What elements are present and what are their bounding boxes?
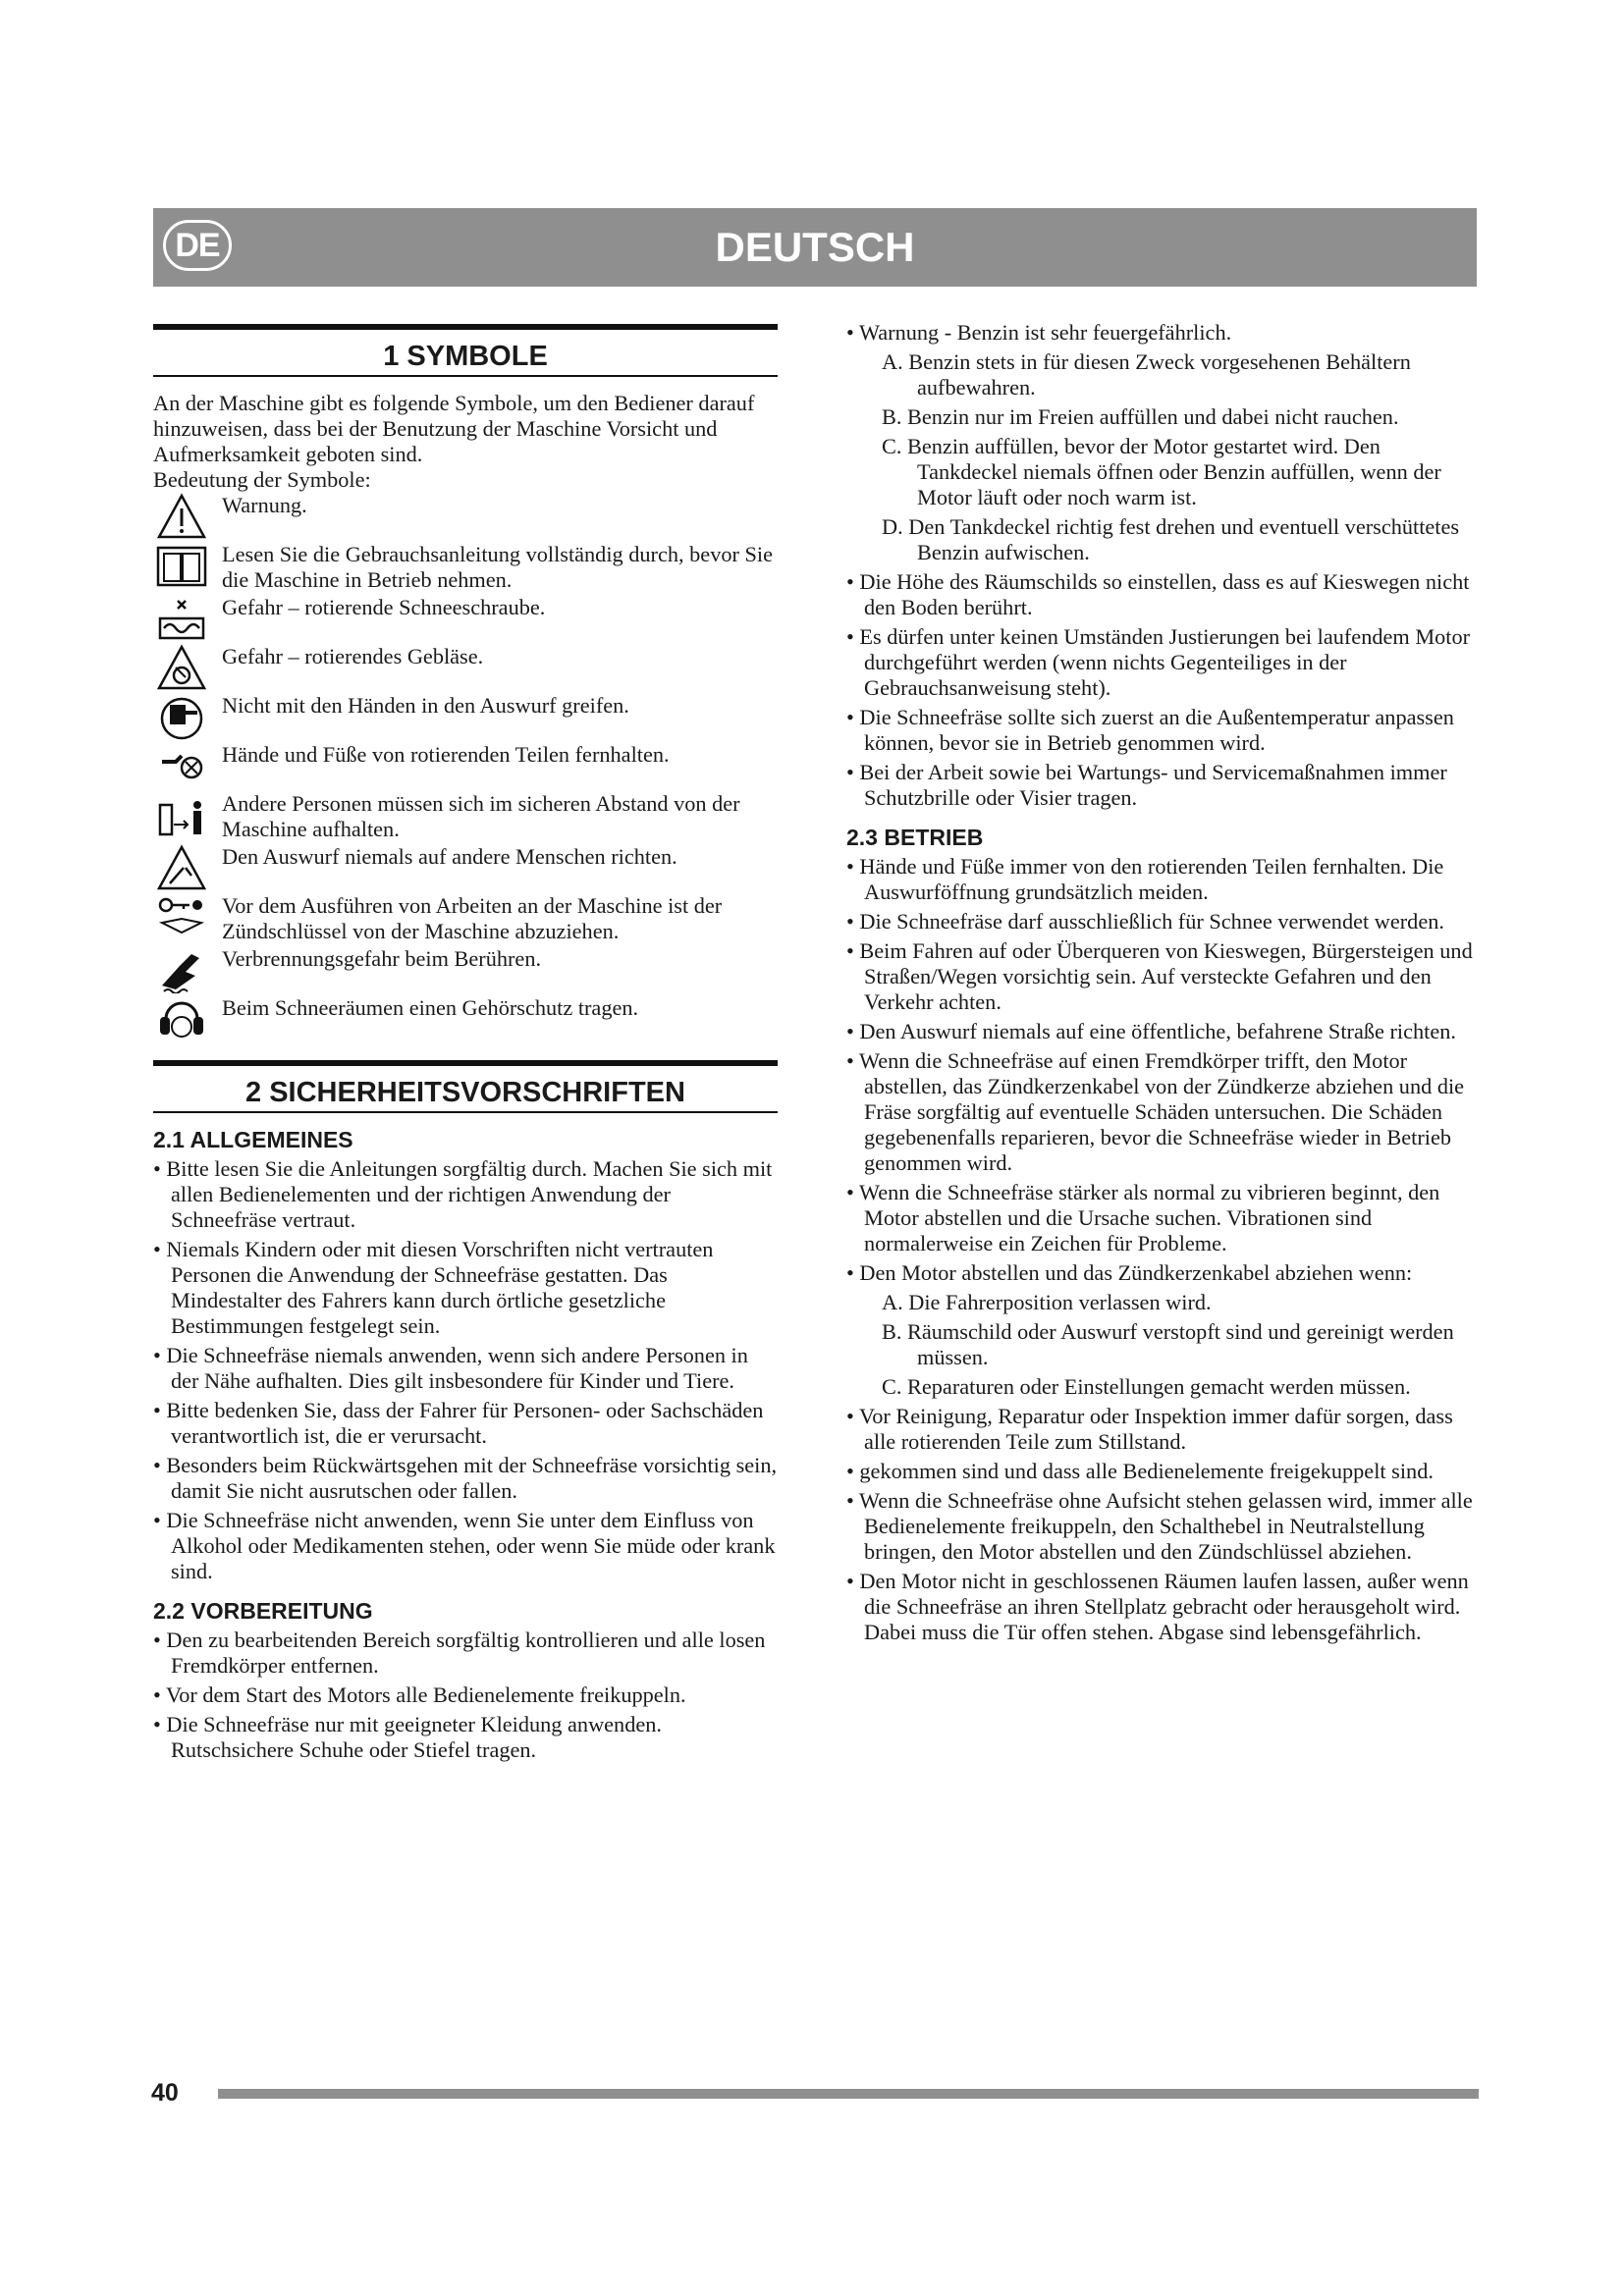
discharge-people-icon	[153, 844, 222, 891]
symbol-list	[153, 493, 778, 1042]
symbol-row	[153, 493, 778, 540]
symbol-text: Den Auswurf niemals auf andere Menschen richten.	[222, 844, 677, 869]
fuel-warning: Warnung - Benzin ist sehr feuergefährlich.	[858, 320, 1232, 345]
general-rules-list	[153, 1156, 778, 1584]
symbols-intro: An der Maschine gibt es folgende Symbole, um den Bediener darauf hinzuweisen, dass bei der Benutzung der Maschine Vorsicht und Aufmerksamkeit geboten sind.	[153, 391, 755, 466]
subsection-heading-operation: 2.3 BETRIEB	[846, 825, 984, 850]
sub-list-item: B. Räumschild oder Auswurf verstopft sind und gereinigt werden müssen.	[882, 1319, 1454, 1369]
sub-list-item: A. Die Fahrerposition verlassen wird.	[882, 1290, 1212, 1314]
list-item: • Bei der Arbeit sowie bei Wartungs- und Servicemaßnahmen immer Schutzbrille oder Visier tragen.	[846, 760, 1475, 811]
symbol-row	[153, 742, 778, 789]
language-banner	[153, 208, 1477, 287]
list-item: • Wenn die Schneefräse ohne Aufsicht stehen gelassen wird, immer alle Bedienelemente freikuppeln, den Schalthebel in Neutralstellung bringen, den Motor abstellen und den Zündschlüssel abziehen.	[846, 1488, 1475, 1565]
symbol-row	[153, 946, 778, 993]
rotating-impeller-icon	[153, 644, 222, 691]
symbol-text: Vor dem Ausführen von Arbeiten an der Maschine ist der Zündschlüssel von der Maschine abzuziehen.	[222, 893, 723, 943]
symbol-row	[153, 995, 778, 1042]
symbol-row	[153, 595, 778, 642]
symbol-text: Andere Personen müssen sich im sicheren Abstand von der Maschine aufhalten.	[222, 791, 740, 841]
list-item: • Den Motor nicht in geschlossenen Räumen laufen lassen, außer wenn die Schneefräse an ihren Stellplatz gebracht oder herausgeholt wird. Dabei muss die Tür offen stehen. Abgase sind lebensgefährlich.	[846, 1569, 1475, 1645]
list-item: • Die Schneefräse niemals anwenden, wenn sich andere Personen in der Nähe aufhalten. Dies gilt insbesondere für Kinder und Tiere.	[153, 1343, 778, 1394]
preparation-rules-list	[153, 1628, 778, 1763]
list-item: • Die Höhe des Räumschilds so einstellen, dass es auf Kieswegen nicht den Boden berührt.	[846, 569, 1475, 620]
symbol-text: Gefahr – rotierende Schneeschraube.	[222, 595, 546, 619]
list-item: • Es dürfen unter keinen Umständen Justierungen bei laufendem Motor durchgeführt werden (wenn nichts Gegenteiliges in der Gebrauchsanweisung steht).	[846, 624, 1475, 701]
subsection-heading-general: 2.1 ALLGEMEINES	[153, 1127, 353, 1152]
stop-engine-intro: Den Motor abstellen und das Zündkerzenkabel abziehen wenn:	[859, 1260, 1413, 1285]
list-item: • Vor Reinigung, Reparatur oder Inspektion immer dafür sorgen, dass alle rotierenden Teile zum Stillstand.	[846, 1404, 1475, 1455]
list-item: • Wenn die Schneefräse auf einen Fremdkörper trifft, den Motor abstellen, das Zündkerzenkabel von der Zündkerze abziehen und die Fräse sorgfältig auf eventuelle Schäden untersuchen. Die Schäden gegebenenfalls reparieren, bevor die Schneefräse wieder in Betrieb genommen wird.	[846, 1048, 1475, 1176]
warning-triangle-icon	[153, 493, 222, 540]
hot-surface-icon	[153, 946, 222, 993]
list-item: • Die Schneefräse sollte sich zuerst an die Außentemperatur anpassen können, bevor sie in Betrieb genommen wird.	[846, 705, 1475, 756]
list-item: • Niemals Kindern oder mit diesen Vorschriften nicht vertrauten Personen die Anwendung der Schneefräse gestatten. Das Mindestalter des Fahrers kann durch örtliche gesetzliche Bestimmungen festgelegt sein.	[153, 1237, 778, 1339]
list-item: • Hände und Füße immer von den rotierenden Teilen fernhalten. Die Auswurföffnung grundsätzlich meiden.	[846, 854, 1475, 905]
rotating-auger-icon	[153, 595, 222, 642]
list-item: • Wenn die Schneefräse stärker als normal zu vibrieren beginnt, den Motor abstellen und die Ursache suchen. Vibrationen sind normalerweise ein Zeichen für Probleme.	[846, 1180, 1475, 1256]
sub-list-item: C. Reparaturen oder Einstellungen gemacht werden müssen.	[882, 1374, 1411, 1399]
page-title: DEUTSCH	[715, 224, 915, 270]
symbol-row	[153, 644, 778, 691]
operation-rules-list	[846, 854, 1475, 1645]
right-column	[846, 320, 1475, 1649]
sub-list-item: B. Benzin nur im Freien auffüllen und dabei nicht rauchen.	[882, 404, 1399, 429]
symbol-text: Warnung.	[222, 493, 307, 517]
manual-book-icon	[153, 542, 222, 589]
list-item	[846, 320, 1475, 565]
sub-list-item: C. Benzin auffüllen, bevor der Motor gestartet wird. Den Tankdeckel niemals öffnen oder Benzin auffüllen, wenn der Motor läuft oder noch warm ist.	[882, 434, 1441, 509]
symbols-meaning-label: Bedeutung der Symbole:	[153, 467, 371, 492]
list-item	[846, 1260, 1475, 1400]
symbol-text: Verbrennungsgefahr beim Berühren.	[222, 946, 542, 971]
list-item: • Bitte bedenken Sie, dass der Fahrer für Personen- oder Sachschäden verantwortlich ist, die er verursacht.	[153, 1398, 778, 1449]
list-item: • Bitte lesen Sie die Anleitungen sorgfältig durch. Machen Sie sich mit allen Bedienelementen und der richtigen Anwendung der Schneefräse vertraut.	[153, 1156, 778, 1233]
symbol-text: Lesen Sie die Gebrauchsanleitung vollständig durch, bevor Sie die Maschine in Betrieb nehmen.	[222, 542, 773, 592]
safe-distance-icon	[153, 791, 222, 838]
sub-list-item: D. Den Tankdeckel richtig fest drehen und eventuell verschüttetes Benzin aufwischen.	[882, 514, 1460, 564]
symbol-row	[153, 791, 778, 842]
preparation-rules-list-continued	[846, 320, 1475, 811]
list-item: • Den zu bearbeitenden Bereich sorgfältig kontrollieren und alle losen Fremdkörper entfernen.	[153, 1628, 778, 1679]
stop-cases-list	[864, 1290, 1475, 1400]
sub-list-item: A. Benzin stets in für diesen Zweck vorgesehenen Behältern aufbewahren.	[882, 349, 1411, 400]
list-item: • Besonders beim Rückwärtsgehen mit der Schneefräse vorsichtig sein, damit Sie nicht ausrutschen oder fallen.	[153, 1453, 778, 1504]
section-heading-symbols: 1 SYMBOLE	[153, 324, 778, 377]
section-heading-safety: 2 SICHERHEITSVORSCHRIFTEN	[153, 1060, 778, 1113]
list-item: • Vor dem Start des Motors alle Bedienelemente freikuppeln.	[153, 1682, 778, 1708]
hands-discharge-icon	[153, 693, 222, 740]
left-column	[153, 324, 778, 1767]
hand-foot-rotating-icon	[153, 742, 222, 789]
list-item: • Beim Fahren auf oder Überqueren von Kieswegen, Bürgersteigen und Straßen/Wegen vorsichtig sein. Auf versteckte Gefahren und den Verkehr achten.	[846, 938, 1475, 1015]
footer-rule	[218, 2089, 1479, 2099]
list-item: • Den Auswurf niemals auf eine öffentliche, befahrene Straße richten.	[846, 1019, 1475, 1044]
ear-protection-icon	[153, 995, 222, 1042]
symbol-row	[153, 542, 778, 593]
symbol-text: Hände und Füße von rotierenden Teilen fernhalten.	[222, 742, 670, 767]
subsection-heading-preparation: 2.2 VORBEREITUNG	[153, 1598, 373, 1624]
fuel-steps-list	[864, 349, 1475, 565]
symbol-text: Gefahr – rotierendes Gebläse.	[222, 644, 484, 668]
symbol-row	[153, 893, 778, 944]
remove-ignition-key-icon	[153, 893, 222, 940]
symbol-text: Beim Schneeräumen einen Gehörschutz tragen.	[222, 995, 639, 1020]
list-item: • Die Schneefräse darf ausschließlich für Schnee verwendet werden.	[846, 909, 1475, 934]
list-item: • Die Schneefräse nicht anwenden, wenn Sie unter dem Einfluss von Alkohol oder Medikamenten stehen, oder wenn Sie müde oder krank sind.	[153, 1508, 778, 1584]
language-code-badge: DE	[163, 220, 232, 271]
page-number: 40	[151, 2079, 179, 2107]
symbol-row	[153, 844, 778, 891]
list-item: • gekommen sind und dass alle Bedienelemente freigekuppelt sind.	[846, 1459, 1475, 1484]
list-item: • Die Schneefräse nur mit geeigneter Kleidung anwenden. Rutschsichere Schuhe oder Stiefel tragen.	[153, 1712, 778, 1763]
symbol-row	[153, 693, 778, 740]
symbol-text: Nicht mit den Händen in den Auswurf greifen.	[222, 693, 629, 718]
